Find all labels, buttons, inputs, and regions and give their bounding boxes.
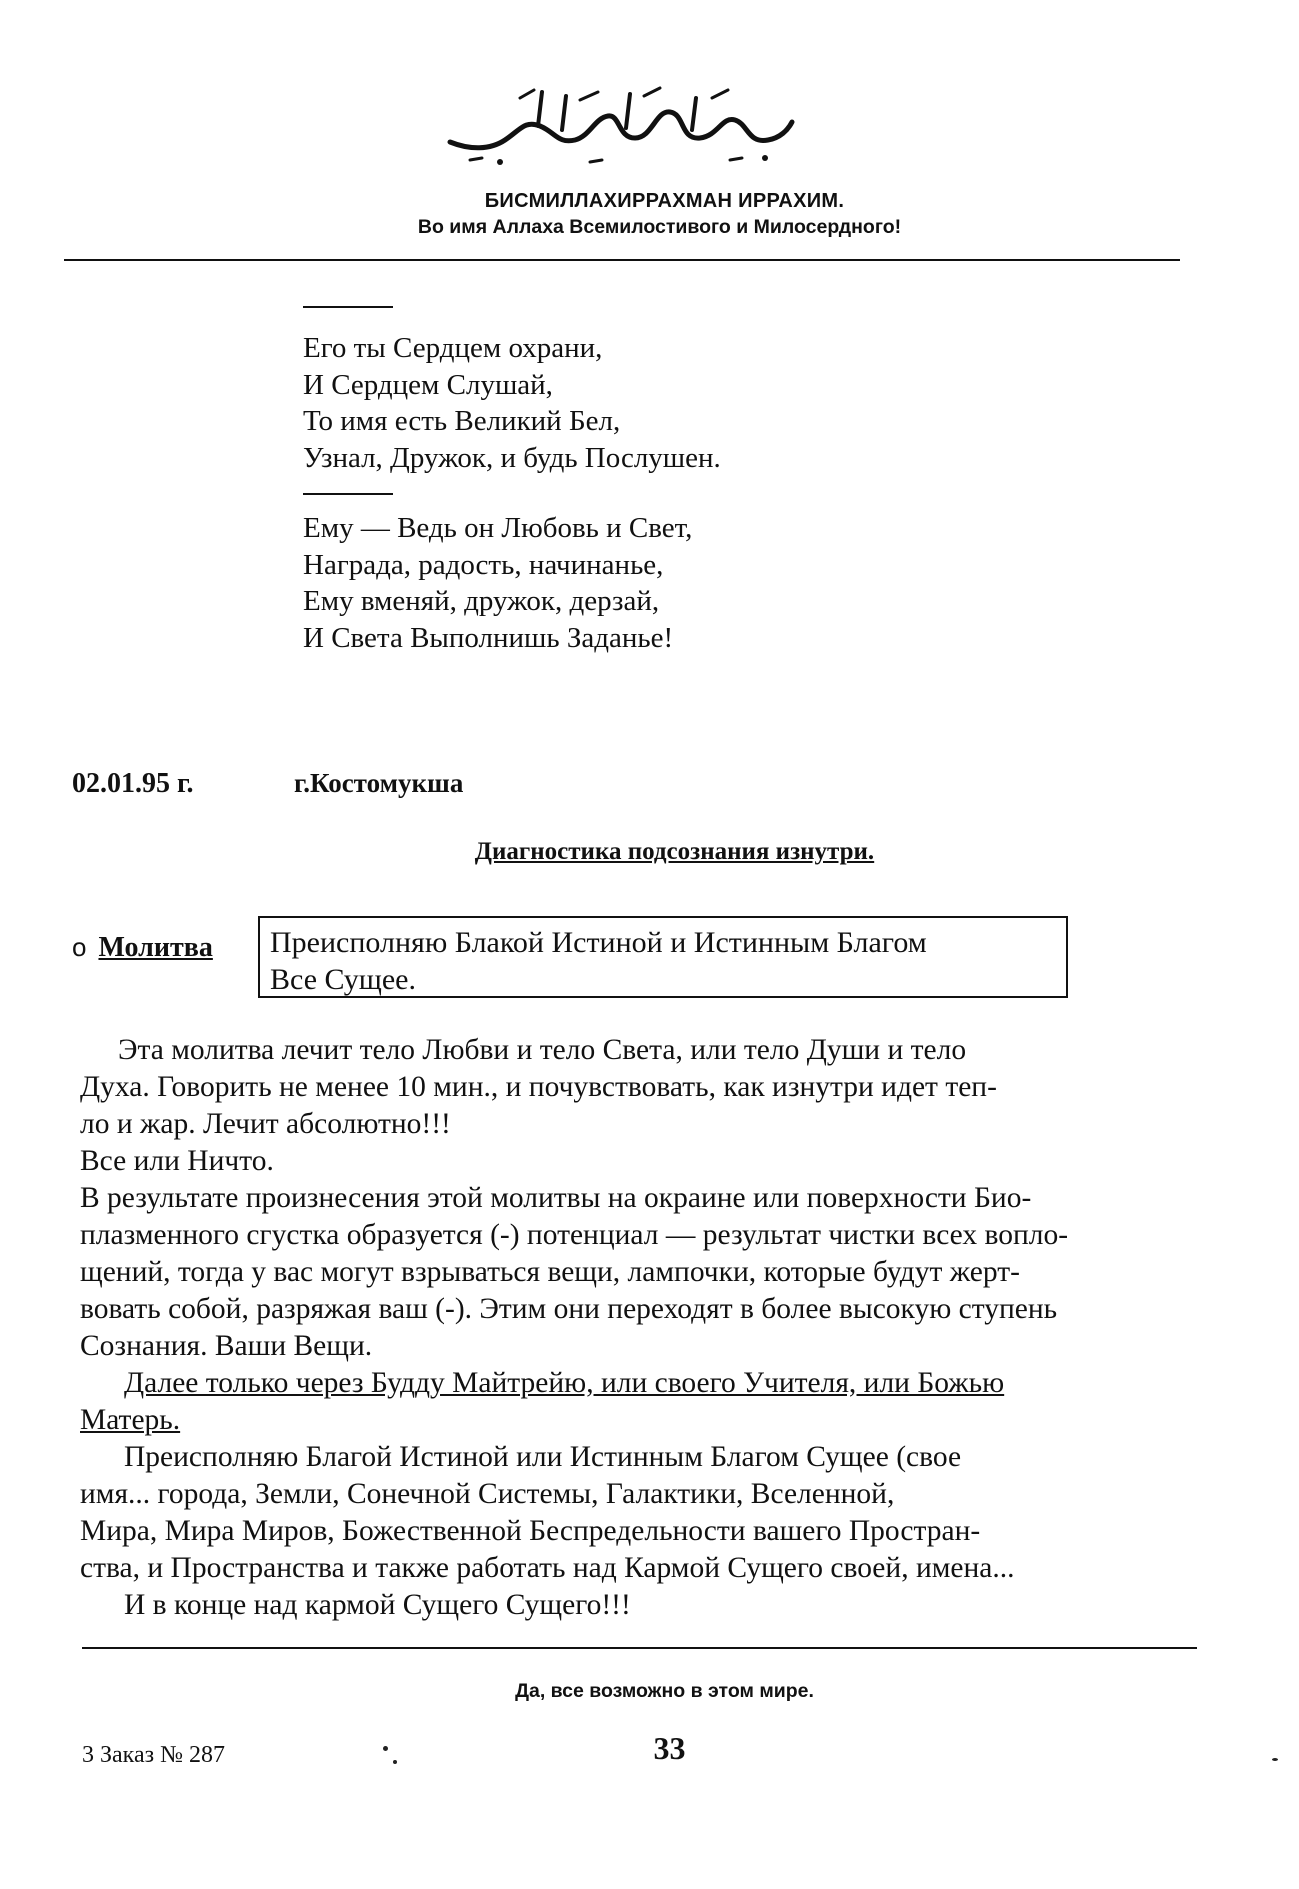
verse-line: Ему вменяй, дружок, дерзай, — [303, 585, 660, 617]
entry-date-line — [72, 768, 464, 800]
body-line: плазменного сгустка образуется (-) потенциал — результат чистки всех вопло- — [80, 1219, 1069, 1251]
prayer-text-line: Все Сущее. — [270, 963, 417, 996]
header-divider — [64, 259, 1180, 261]
body-line: имя... города, Земли, Сонечной Системы, Галактики, Вселенной, — [80, 1478, 895, 1510]
body-line: ло и жар. Лечит абсолютно!!! — [80, 1108, 451, 1140]
print-speck — [393, 1760, 397, 1764]
verse-divider — [303, 306, 393, 308]
prayer-label — [72, 932, 213, 964]
body-line: Преисполняю Благой Истиной или Истинным Благом Сущее (свое — [124, 1441, 962, 1473]
body-line: Эта молитва лечит тело Любви и тело Света, или тело Души и тело — [118, 1034, 967, 1066]
verse-line: Его ты Сердцем охрани, — [303, 332, 603, 364]
footer-note: Да, все возможно в этом мире. — [515, 1680, 814, 1702]
body-line: В результате произнесения этой молитвы на окраине или поверхности Био- — [80, 1182, 1032, 1214]
verse-line: Ему — Ведь он Любовь и Свет, — [303, 512, 693, 544]
verse-line: И Сердцем Слушай, — [303, 368, 553, 401]
prayer-text-line: Преисполняю Блакой Истиной и Истинным Благом — [270, 926, 927, 959]
entry-date: 02.01.95 г. — [72, 768, 194, 799]
body-line-underlined: Далее только через Будду Майтрейю, или своего Учителя, или Божью — [124, 1367, 1005, 1399]
header-title: БИСМИЛЛАХИРРАХМАН ИРРАХИМ. — [484, 190, 845, 212]
body-line: вовать собой, разряжая ваш (-). Этим они переходят в более высокую ступень — [80, 1293, 1058, 1325]
footer-divider — [82, 1647, 1197, 1649]
body-line: Мира, Мира Миров, Божественной Беспредельности вашего Простран- — [80, 1515, 981, 1547]
body-line-underlined: Матерь. — [80, 1404, 181, 1436]
bullet-icon: o — [72, 932, 87, 962]
verse-line: Узнал, Дружок, и будь Послушен. — [303, 441, 721, 474]
prayer-text-box — [258, 916, 1068, 998]
body-line: Духа. Говорить не менее 10 мин., и почувствовать, как изнутри идет теп- — [80, 1071, 997, 1103]
page-number: 33 — [653, 1730, 686, 1766]
entry-place: г.Костомукша — [294, 768, 464, 798]
bismillah-calligraphy — [430, 80, 810, 170]
print-speck — [383, 1746, 388, 1751]
verse-line: И Света Выполнишь Заданье! — [303, 621, 674, 654]
print-speck — [1272, 1758, 1278, 1761]
verse-stanza-1 — [303, 330, 721, 476]
body-line-underlined-end — [80, 1402, 1192, 1439]
prayer-label-text: Молитва — [98, 932, 213, 963]
body-line: Сознания. Ваши Вещи. — [80, 1330, 373, 1362]
body-line: щений, тогда у вас могут взрываться вещи, лампочки, которые будут жерт- — [80, 1256, 1020, 1288]
body-text — [80, 1032, 1192, 1624]
header-subtitle: Во имя Аллаха Всемилостивого и Милосердного! — [417, 216, 902, 238]
verse-divider — [303, 493, 393, 495]
section-title: Диагностика подсознания изнутри. — [474, 838, 875, 865]
verse-stanza-2 — [303, 510, 692, 656]
body-line: Все или Ничто. — [80, 1145, 274, 1177]
verse-line: То имя есть Великий Бел, — [303, 405, 621, 437]
body-line: И в конце над кармой Сущего Сущего!!! — [124, 1589, 631, 1621]
verse-line: Награда, радость, начинанье, — [303, 548, 664, 581]
body-line: ства, и Пространства и также работать над Кармой Сущего своей, имена... — [80, 1552, 1015, 1584]
order-number: 3 Заказ № 287 — [82, 1742, 226, 1768]
